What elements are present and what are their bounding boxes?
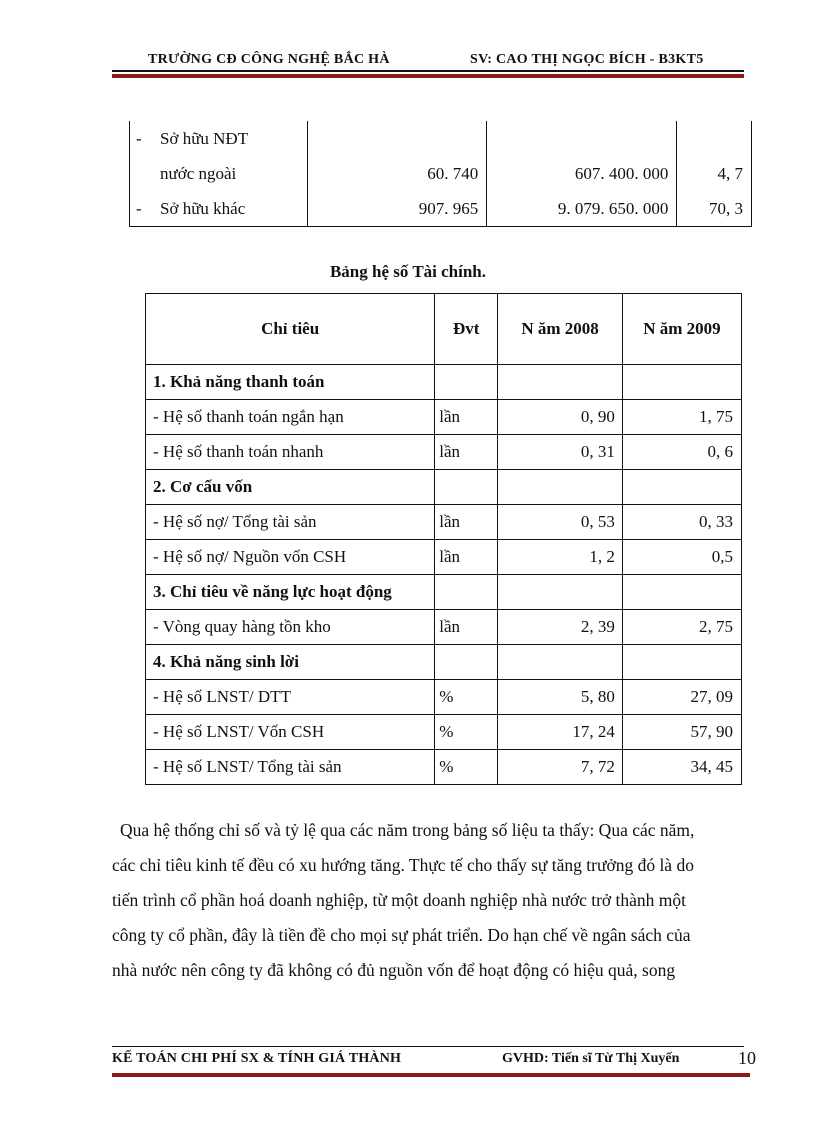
column-header: Chỉ tiêu [146,294,435,365]
paragraph-line: các chỉ tiêu kinh tế đều có xu hướng tăng. Thực tế cho thấy sự tăng trưởng đó là do [112,855,694,875]
table-row [146,505,742,540]
value-2008-cell: 0, 90 [498,400,623,435]
value-cell [487,121,677,227]
paragraph-line: nhà nước nên công ty đã không có đủ nguồn vốn để hoạt động có hiệu quả, song [112,960,676,980]
shares-value: 907. 965 [418,199,479,218]
percent-cell [677,121,752,227]
ownership-label: Sở hữu khác [160,199,246,218]
footer-advisor: GVHD: Tiến sĩ Từ Thị Xuyến [502,1051,680,1066]
paragraph-line: Qua hệ thống chỉ số và tỷ lệ qua các năm trong bảng số liệu ta thấy: Qua các năm, [120,820,695,840]
value-2008-cell: 0, 53 [498,505,623,540]
ownership-table [129,121,752,227]
value-2009-cell [622,575,741,610]
value-2008-cell: 7, 72 [498,750,623,785]
indicator-cell: - Hệ số LNST/ DTT [146,680,435,715]
column-header: Đvt [435,294,498,365]
section-row [146,470,742,505]
table-row [146,540,742,575]
table-row [146,715,742,750]
indicator-cell: - Hệ số nợ/ Tổng tài sản [146,505,435,540]
indicator-cell: - Hệ số thanh toán ngắn hạn [146,400,435,435]
header-rule-thick [112,74,744,78]
table-row [146,750,742,785]
shares-cell [307,121,487,227]
section-row [146,365,742,400]
table-row [146,680,742,715]
table-row [130,121,752,227]
school-name: TRƯỜNG CĐ CÔNG NGHỆ BẮC HÀ [148,52,390,67]
footer-rule-thick [112,1073,750,1077]
unit-cell [435,575,498,610]
section-row [146,575,742,610]
indicator-cell: 2. Cơ cấu vốn [146,470,435,505]
column-header: N ăm 2009 [622,294,741,365]
page-footer [112,1048,762,1071]
value-2009-cell: 2, 75 [622,610,741,645]
ratio-table [145,293,742,785]
bullet-dash: - [136,129,142,148]
footer-rule-thin [112,1046,744,1047]
unit-cell: lần [435,435,498,470]
capital-value: 607. 400. 000 [574,164,669,183]
ratio-table-title: Bảng hệ số Tài chính. [329,262,487,281]
unit-cell: lần [435,610,498,645]
value-2008-cell: 2, 39 [498,610,623,645]
value-2009-cell: 0, 33 [622,505,741,540]
capital-value: 9. 079. 650. 000 [557,199,669,218]
value-2008-cell: 0, 31 [498,435,623,470]
table-header-row [146,294,742,365]
indicator-cell: - Vòng quay hàng tồn kho [146,610,435,645]
value-2009-cell: 0, 6 [622,435,741,470]
value-2008-cell [498,365,623,400]
column-header: N ăm 2008 [498,294,623,365]
paragraph-line: tiến trình cổ phần hoá doanh nghiệp, từ một doanh nghiệp nhà nước trở thành một [112,890,687,910]
value-2009-cell [622,645,741,680]
footer-subject: KẾ TOÁN CHI PHÍ SX & TÍNH GIÁ THÀNH [112,1051,402,1066]
student-name: SV: CAO THỊ NGỌC BÍCH - B3KT5 [470,52,704,67]
body-paragraph [112,813,742,988]
value-2008-cell [498,470,623,505]
unit-cell [435,470,498,505]
unit-cell: lần [435,400,498,435]
value-2008-cell: 17, 24 [498,715,623,750]
value-2008-cell [498,575,623,610]
indicator-cell: 4. Khả năng sinh lời [146,645,435,680]
value-2009-cell [622,470,741,505]
percent-value: 70, 3 [709,199,743,218]
value-2009-cell: 0,5 [622,540,741,575]
indicator-cell: - Hệ số LNST/ Tổng tài sản [146,750,435,785]
value-2009-cell: 27, 09 [622,680,741,715]
table-row [146,400,742,435]
header-rule-thin [112,70,744,72]
ownership-label: Sở hữu NĐT [160,129,249,148]
value-2009-cell: 57, 90 [622,715,741,750]
indicator-cell: - Hệ số thanh toán nhanh [146,435,435,470]
ownership-label: nước ngoài [160,164,237,183]
bullet-dash: - [136,199,142,218]
table-row [146,610,742,645]
page-number: 10 [738,1048,756,1068]
indicator-cell: 1. Khả năng thanh toán [146,365,435,400]
indicator-cell: - Hệ số nợ/ Nguồn vốn CSH [146,540,435,575]
value-2009-cell: 34, 45 [622,750,741,785]
value-2008-cell: 1, 2 [498,540,623,575]
value-2008-cell [498,645,623,680]
unit-cell [435,645,498,680]
table-row [146,435,742,470]
page-header [112,52,744,70]
value-2008-cell: 5, 80 [498,680,623,715]
unit-cell: % [435,715,498,750]
unit-cell: % [435,750,498,785]
paragraph-line: công ty cổ phần, đây là tiền đề cho mọi sự phát triển. Do hạn chế về ngân sách của [112,925,691,945]
percent-value: 4, 7 [717,164,743,183]
value-2009-cell [622,365,741,400]
ownership-label-cell [130,121,308,227]
value-2009-cell: 1, 75 [622,400,741,435]
ratio-table-body [146,365,742,785]
unit-cell: lần [435,505,498,540]
unit-cell [435,365,498,400]
section-row [146,645,742,680]
indicator-cell: 3. Chỉ tiêu về năng lực hoạt động [146,575,435,610]
unit-cell: % [435,680,498,715]
indicator-cell: - Hệ số LNST/ Vốn CSH [146,715,435,750]
shares-value: 60. 740 [427,164,479,183]
unit-cell: lần [435,540,498,575]
